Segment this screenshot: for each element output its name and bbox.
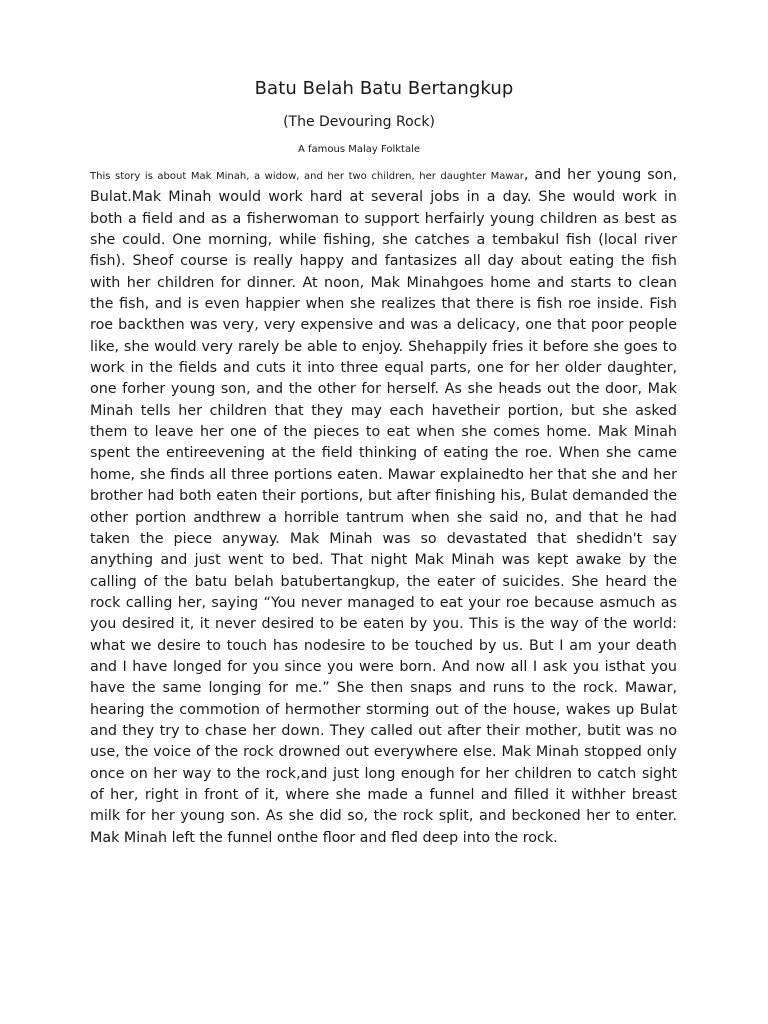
- document-subtitle: (The Devouring Rock): [283, 114, 435, 130]
- story-lead-text: This story is about Mak Minah, a widow, and her two children, her daughter Mawar: [90, 171, 524, 182]
- story-body-text: , and her young son, Bulat.Mak Minah would work hard at several jobs in a day. She would work in both a field and as a fisherwoman to support herfairly young children as best as she could. One morning, while fishing, she catches a tembakul fish (local river fish). Sheof course is really happy and fantasizes all day about eating the fish with her children for dinner. At noon, Mak Minahgoes home and starts to clean the fish, and is even happier when she realizes that there is fish roe inside. Fish roe backthen was very, very expensive and was a delicacy, one that poor people like, she would very rarely be able to enjoy. Shehappily fries it before she goes to work in the fields and cuts it into three equal parts, one for her older daughter, one forher young son, and the other for herself. As she heads out the door, Mak Minah tells her children that they may each havetheir portion, but she asked them to leave her one of the pieces to eat when she comes home. Mak Minah spent the entireevening at the field thinking of eating the roe. When she came home, she finds all three portions eaten. Mawar explainedto her that she and her brother had both eaten their portions, but after finishing his, Bulat demanded the other portion andthrew a horrible tantrum when she said no, and that he had taken the piece anyway. Mak Minah was so devastated that shedidn't say anything and just went to bed. That night Mak Minah was kept awake by the calling of the batu belah batubertangkup, the eater of suicides. She heard the rock calling her, saying “You never managed to eat your roe because asmuch as you desired it, it never desired to be eaten by you. This is the way of the world: what we desire to touch has nodesire to be touched by us. But I am your death and I have longed for you since you were born. And now all I ask you isthat you have the same longing for me.” She then snaps and runs to the rock. Mawar, hearing the commotion of hermother storming out of the house, wakes up Bulat and they try to chase her down. They called out after their mother, butit was no use, the voice of the rock drowned out everywhere else. Mak Minah stopped only once on her way to the rock,and just long enough for her children to catch sight of her, right in front of it, where she made a funnel and filled it withher breast milk for her young son. As she did so, the rock split, and beckoned her to enter. Mak Minah left the funnel onthe floor and fled deep into the rock.: [90, 167, 678, 846]
- document-tagline: A famous Malay Folktale: [297, 144, 421, 155]
- document-title: Batu Belah Batu Bertangkup: [254, 78, 514, 99]
- story-paragraph: [90, 165, 677, 849]
